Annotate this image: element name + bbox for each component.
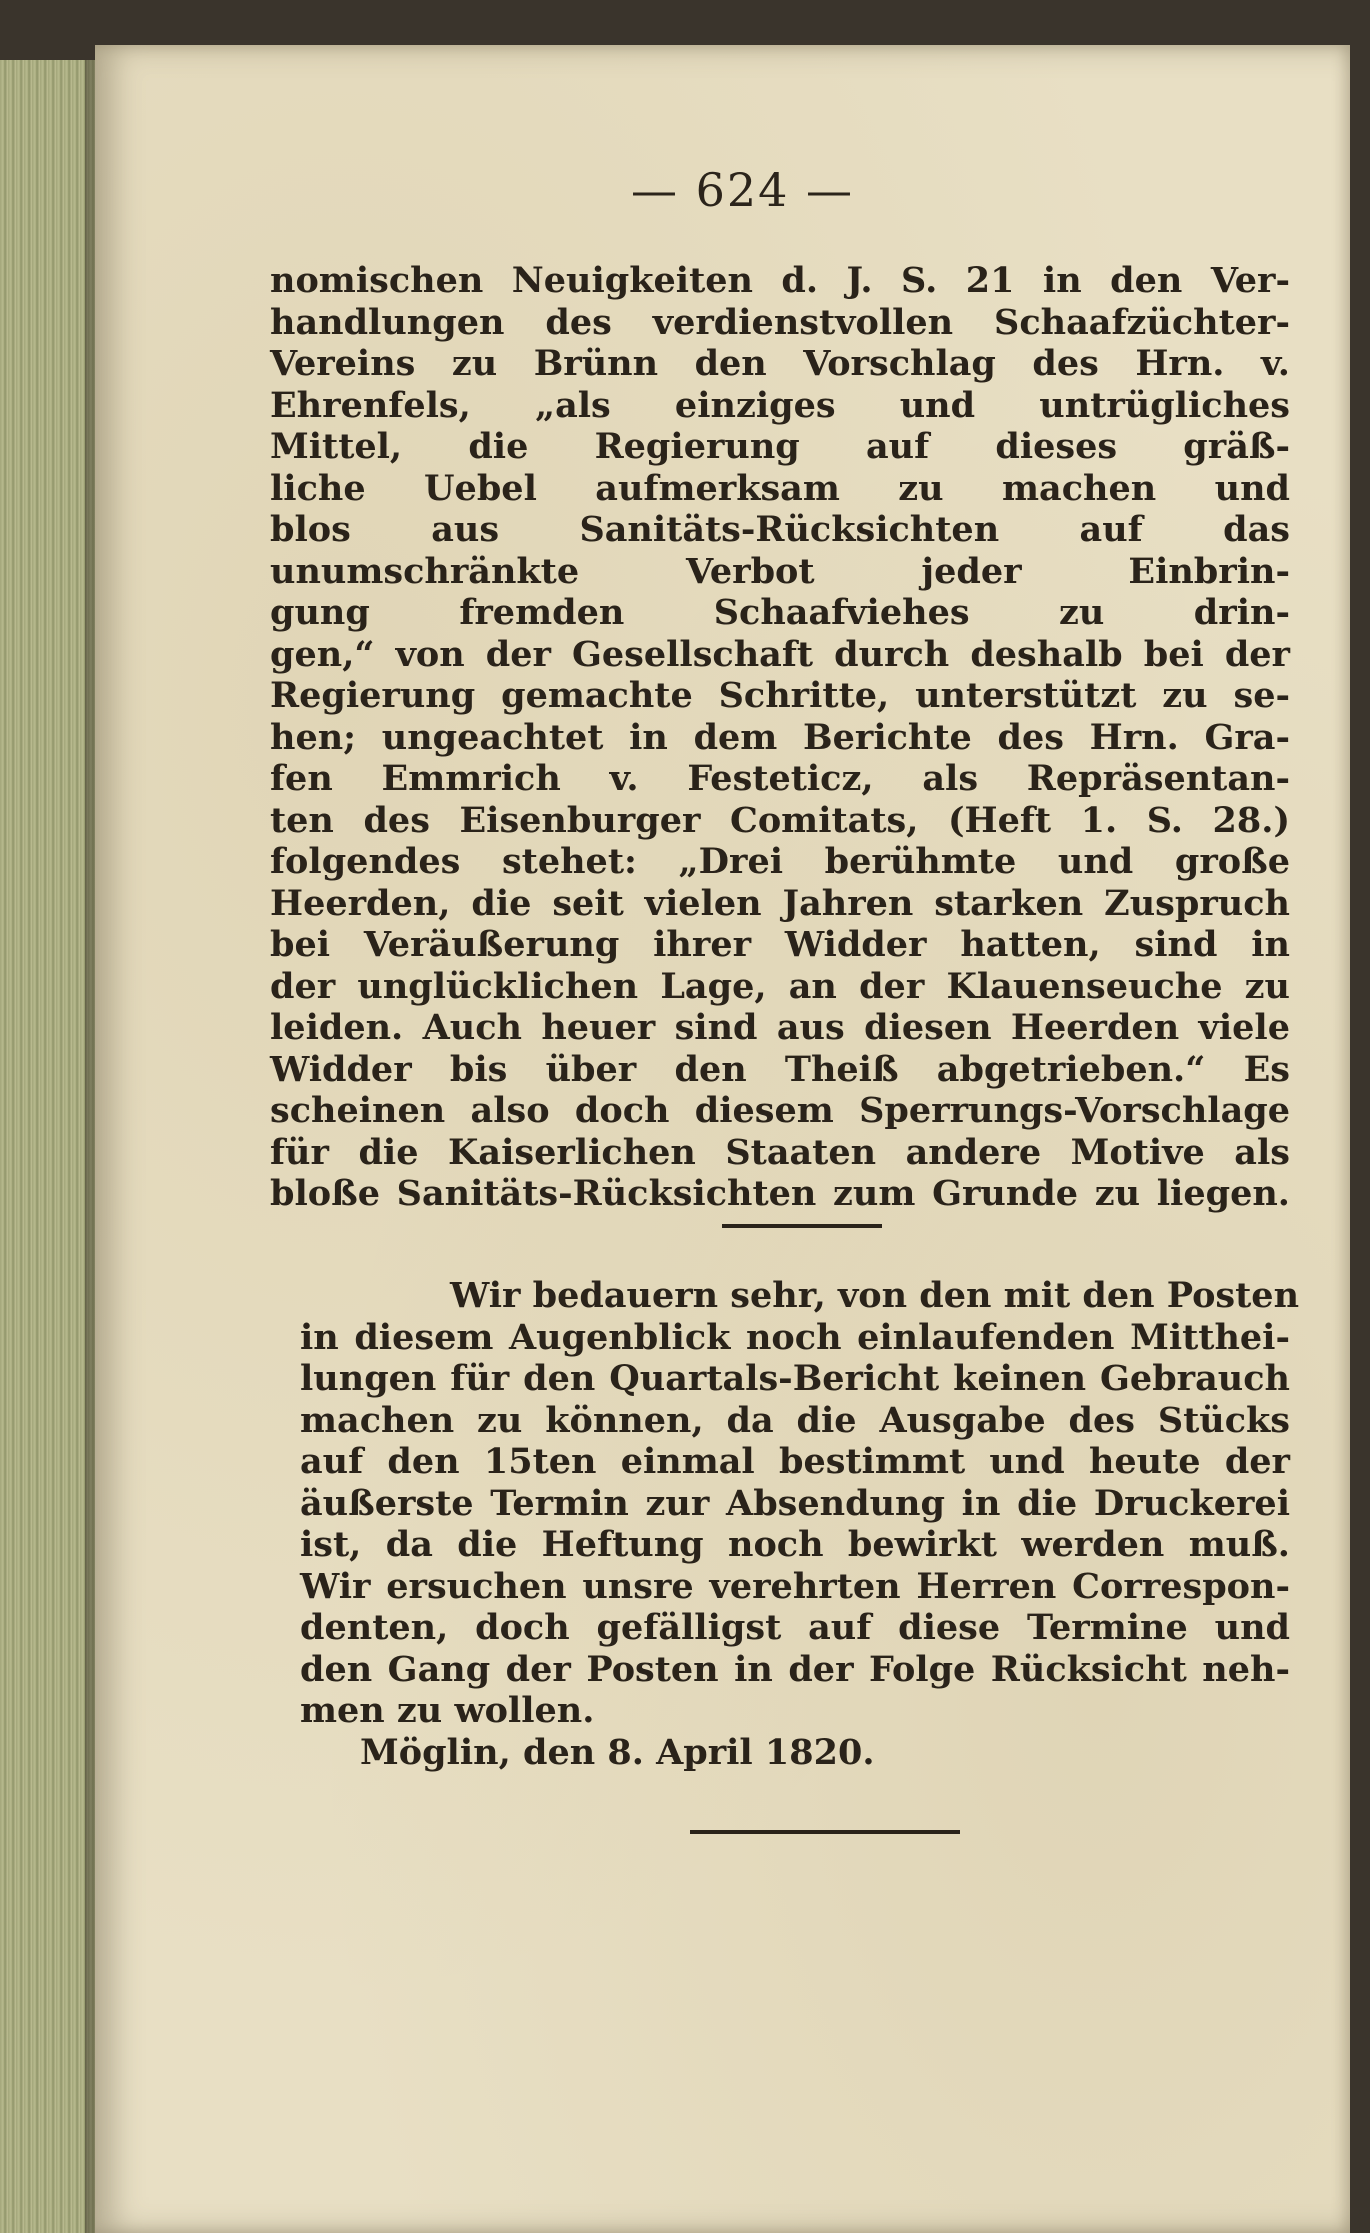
text-line: leiden. Auch heuer sind aus diesen Heerden viele [270,1007,1290,1048]
text-line: ten des Eisenburger Comitats, (Heft 1. S. 28.) [270,799,1290,841]
text-line: bloße Sanitäts-Rücksichten zum Grunde zu liegen. [270,1173,1290,1214]
text-line: handlungen des verdienstvollen Schaafzüchter- [270,301,1290,343]
text-line: folgendes stehet: „Drei berühmte und große [270,841,1290,882]
text-line: auf den 15ten einmal bestimmt und heute der [300,1441,1290,1482]
text-line: für die Kaiserlichen Staaten andere Motive als [270,1131,1290,1173]
text-line: gung fremden Schaafviehes zu drin- [270,592,1290,633]
text-line: Ehrenfels, „als einziges und untrügliches [270,384,1290,426]
text-line: men zu wollen. [300,1690,595,1731]
text-line: in diesem Augenblick noch einlaufenden Mitthei- [300,1316,1290,1358]
book-page-edges [0,60,95,2233]
text-line: fen Emmrich v. Festeticz, als Repräsentan- [270,758,1290,799]
text-line: hen; ungeachtet in dem Berichte des Hrn. Gra- [270,716,1290,758]
text-line: nomischen Neuigkeiten d. J. S. 21 in den Ver- [270,260,1290,301]
text-line: äußerste Termin zur Absendung in die Druckerei [300,1482,1290,1524]
main-paragraph [270,260,1290,1215]
text-line: scheinen also doch diesem Sperrungs-Vorschlage [270,1090,1290,1131]
text-line: den Gang der Posten in der Folge Rücksicht neh- [300,1648,1290,1690]
text-line: denten, doch gefälligst auf diese Termine und [300,1607,1290,1648]
text-line: Vereins zu Brünn den Vorschlag des Hrn. v. [270,343,1290,384]
text-line: der unglücklichen Lage, an der Klauenseuche zu [270,965,1290,1007]
text-line: ist, da die Heftung noch bewirkt werden muß. [300,1524,1290,1565]
text-line: Widder bis über den Theiß abgetrieben.“ Es [270,1048,1290,1090]
signature-line: Möglin, den 8. April 1820. [360,1731,875,1773]
text-line: liche Uebel aufmerksam zu machen und [270,467,1290,509]
text-line: lungen für den Quartals-Bericht keinen Gebrauch [300,1358,1290,1399]
text-line: gen,“ von der Gesellschaft durch deshalb bei der [270,633,1290,675]
text-line: Mittel, die Regierung auf dieses gräß- [270,426,1290,467]
text-line: Wir bedauern sehr, von den mit den Posten [450,1275,1300,1316]
text-line: blos aus Sanitäts-Rücksichten auf das [270,509,1290,550]
notice-paragraph [300,1275,1300,1773]
text-line: Heerden, die seit vielen Jahren starken Zuspruch [270,882,1290,924]
end-divider [690,1830,960,1834]
text-line: machen zu können, da die Ausgabe des Stücks [300,1399,1290,1441]
text-line: bei Veräußerung ihrer Widder hatten, sind in [270,924,1290,965]
text-line: Wir ersuchen unsre verehrten Herren Correspon- [300,1565,1290,1607]
text-line: unumschränkte Verbot jeder Einbrin- [270,550,1290,592]
section-divider [722,1224,882,1228]
text-line: Regierung gemachte Schritte, unterstützt zu se- [270,675,1290,716]
page-number: — 624 — [630,163,855,217]
